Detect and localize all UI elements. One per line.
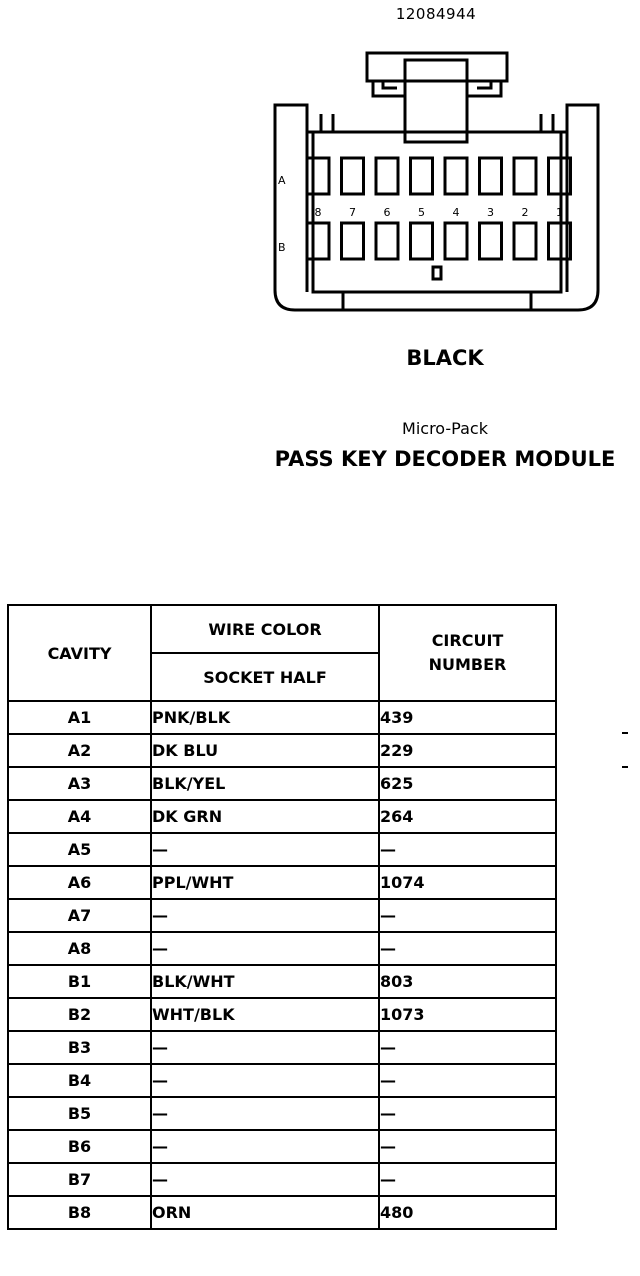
cavity-cell: B2 bbox=[8, 998, 151, 1031]
wire-color-cell: — bbox=[151, 1130, 379, 1163]
table-row bbox=[8, 1130, 556, 1163]
wire-color-cell: DK GRN bbox=[151, 800, 379, 833]
circuit-number-cell: 1073 bbox=[379, 998, 556, 1031]
margin-tick bbox=[622, 766, 628, 768]
cavity-number-label: 3 bbox=[487, 206, 494, 219]
module-title: PASS KEY DECODER MODULE bbox=[274, 447, 616, 471]
wire-color-cell: — bbox=[151, 899, 379, 932]
table-row bbox=[8, 1097, 556, 1130]
row-a-cavities bbox=[307, 158, 571, 194]
wire-color-cell: BLK/YEL bbox=[151, 767, 379, 800]
cavity-slot bbox=[514, 158, 536, 194]
cavity-slot bbox=[514, 223, 536, 259]
wire-color-cell: — bbox=[151, 1064, 379, 1097]
cavity-numbers bbox=[315, 206, 564, 219]
cavity-cell: B6 bbox=[8, 1130, 151, 1163]
wire-color-cell: — bbox=[151, 932, 379, 965]
wire-color-cell: PNK/BLK bbox=[151, 701, 379, 734]
table-row bbox=[8, 965, 556, 998]
pinout-table bbox=[7, 604, 557, 1230]
row-b-cavities bbox=[307, 223, 571, 259]
circuit-number-cell: 625 bbox=[379, 767, 556, 800]
cavity-cell: A2 bbox=[8, 734, 151, 767]
circuit-number-cell: — bbox=[379, 1163, 556, 1196]
wire-color-cell: WHT/BLK bbox=[151, 998, 379, 1031]
connector-type: Micro-Pack bbox=[402, 419, 488, 438]
cavity-slot bbox=[480, 158, 502, 194]
cavity-number-label: 7 bbox=[349, 206, 356, 219]
cavity-slot bbox=[411, 223, 433, 259]
header-cavity: CAVITY bbox=[8, 605, 151, 701]
cavity-number-label: 8 bbox=[314, 206, 322, 219]
cavity-slot bbox=[445, 223, 467, 259]
header-circuit-line1: CIRCUIT bbox=[431, 631, 504, 650]
connector-part-number: 12084944 bbox=[395, 5, 477, 23]
wire-color-cell: BLK/WHT bbox=[151, 965, 379, 998]
cavity-slot bbox=[376, 158, 398, 194]
cavity-number-label: 1 bbox=[556, 206, 563, 219]
table-row bbox=[8, 932, 556, 965]
cavity-cell: B7 bbox=[8, 1163, 151, 1196]
table-row bbox=[8, 1031, 556, 1064]
table-row bbox=[8, 899, 556, 932]
wire-color-cell: — bbox=[151, 833, 379, 866]
row-label-a: A bbox=[278, 174, 286, 187]
wire-color-cell: — bbox=[151, 1097, 379, 1130]
wire-color-cell: — bbox=[151, 1031, 379, 1064]
cavity-cell: B1 bbox=[8, 965, 151, 998]
circuit-number-cell: — bbox=[379, 833, 556, 866]
cavity-number-label: 2 bbox=[521, 206, 529, 219]
cavity-cell: A7 bbox=[8, 899, 151, 932]
cavity-cell: A3 bbox=[8, 767, 151, 800]
wire-color-cell: PPL/WHT bbox=[151, 866, 379, 899]
table-row bbox=[8, 833, 556, 866]
cavity-cell: A5 bbox=[8, 833, 151, 866]
circuit-number-cell: — bbox=[379, 1097, 556, 1130]
wire-color-cell: DK BLU bbox=[151, 734, 379, 767]
wire-color-cell: — bbox=[151, 1163, 379, 1196]
header-socket-half: SOCKET HALF bbox=[151, 653, 379, 701]
cavity-cell: B8 bbox=[8, 1196, 151, 1229]
circuit-number-cell: 480 bbox=[379, 1196, 556, 1229]
cavity-cell: A1 bbox=[8, 701, 151, 734]
pinout-body bbox=[8, 701, 556, 1229]
cavity-cell: A4 bbox=[8, 800, 151, 833]
cavity-slot bbox=[342, 158, 364, 194]
wire-color-cell: ORN bbox=[151, 1196, 379, 1229]
cavity-slot bbox=[411, 158, 433, 194]
circuit-number-cell: — bbox=[379, 1130, 556, 1163]
connector-face-diagram bbox=[255, 40, 620, 320]
table-row bbox=[8, 1064, 556, 1097]
circuit-number-cell: 803 bbox=[379, 965, 556, 998]
circuit-number-cell: 229 bbox=[379, 734, 556, 767]
cavity-slot bbox=[307, 223, 329, 259]
cavity-slot bbox=[307, 158, 329, 194]
circuit-number-cell: — bbox=[379, 1031, 556, 1064]
header-wire-color: WIRE COLOR bbox=[151, 605, 379, 653]
table-row bbox=[8, 1163, 556, 1196]
connector-latch bbox=[367, 53, 507, 81]
header-circuit-number bbox=[379, 605, 556, 701]
circuit-number-cell: 1074 bbox=[379, 866, 556, 899]
cavity-slot bbox=[376, 223, 398, 259]
cavity-cell: B5 bbox=[8, 1097, 151, 1130]
cavity-slot bbox=[480, 223, 502, 259]
table-row bbox=[8, 1196, 556, 1229]
row-label-b: B bbox=[278, 241, 286, 254]
cavity-cell: A8 bbox=[8, 932, 151, 965]
circuit-number-cell: — bbox=[379, 899, 556, 932]
cavity-slot bbox=[445, 158, 467, 194]
cavity-slot bbox=[342, 223, 364, 259]
table-row bbox=[8, 998, 556, 1031]
circuit-number-cell: 264 bbox=[379, 800, 556, 833]
circuit-number-cell: — bbox=[379, 1064, 556, 1097]
cavity-number-label: 6 bbox=[383, 206, 391, 219]
table-row bbox=[8, 800, 556, 833]
cavity-number-label: 5 bbox=[418, 206, 425, 219]
circuit-number-cell: 439 bbox=[379, 701, 556, 734]
cavity-cell: B3 bbox=[8, 1031, 151, 1064]
table-row bbox=[8, 701, 556, 734]
table-row bbox=[8, 734, 556, 767]
circuit-number-cell: — bbox=[379, 932, 556, 965]
cavity-cell: B4 bbox=[8, 1064, 151, 1097]
connector-color: BLACK bbox=[406, 346, 484, 370]
cavity-number-label: 4 bbox=[452, 206, 460, 219]
table-row bbox=[8, 866, 556, 899]
connector-latch-center bbox=[405, 60, 467, 142]
header-circuit-line2: NUMBER bbox=[428, 655, 507, 674]
margin-tick bbox=[622, 732, 628, 734]
table-row bbox=[8, 767, 556, 800]
cavity-cell: A6 bbox=[8, 866, 151, 899]
